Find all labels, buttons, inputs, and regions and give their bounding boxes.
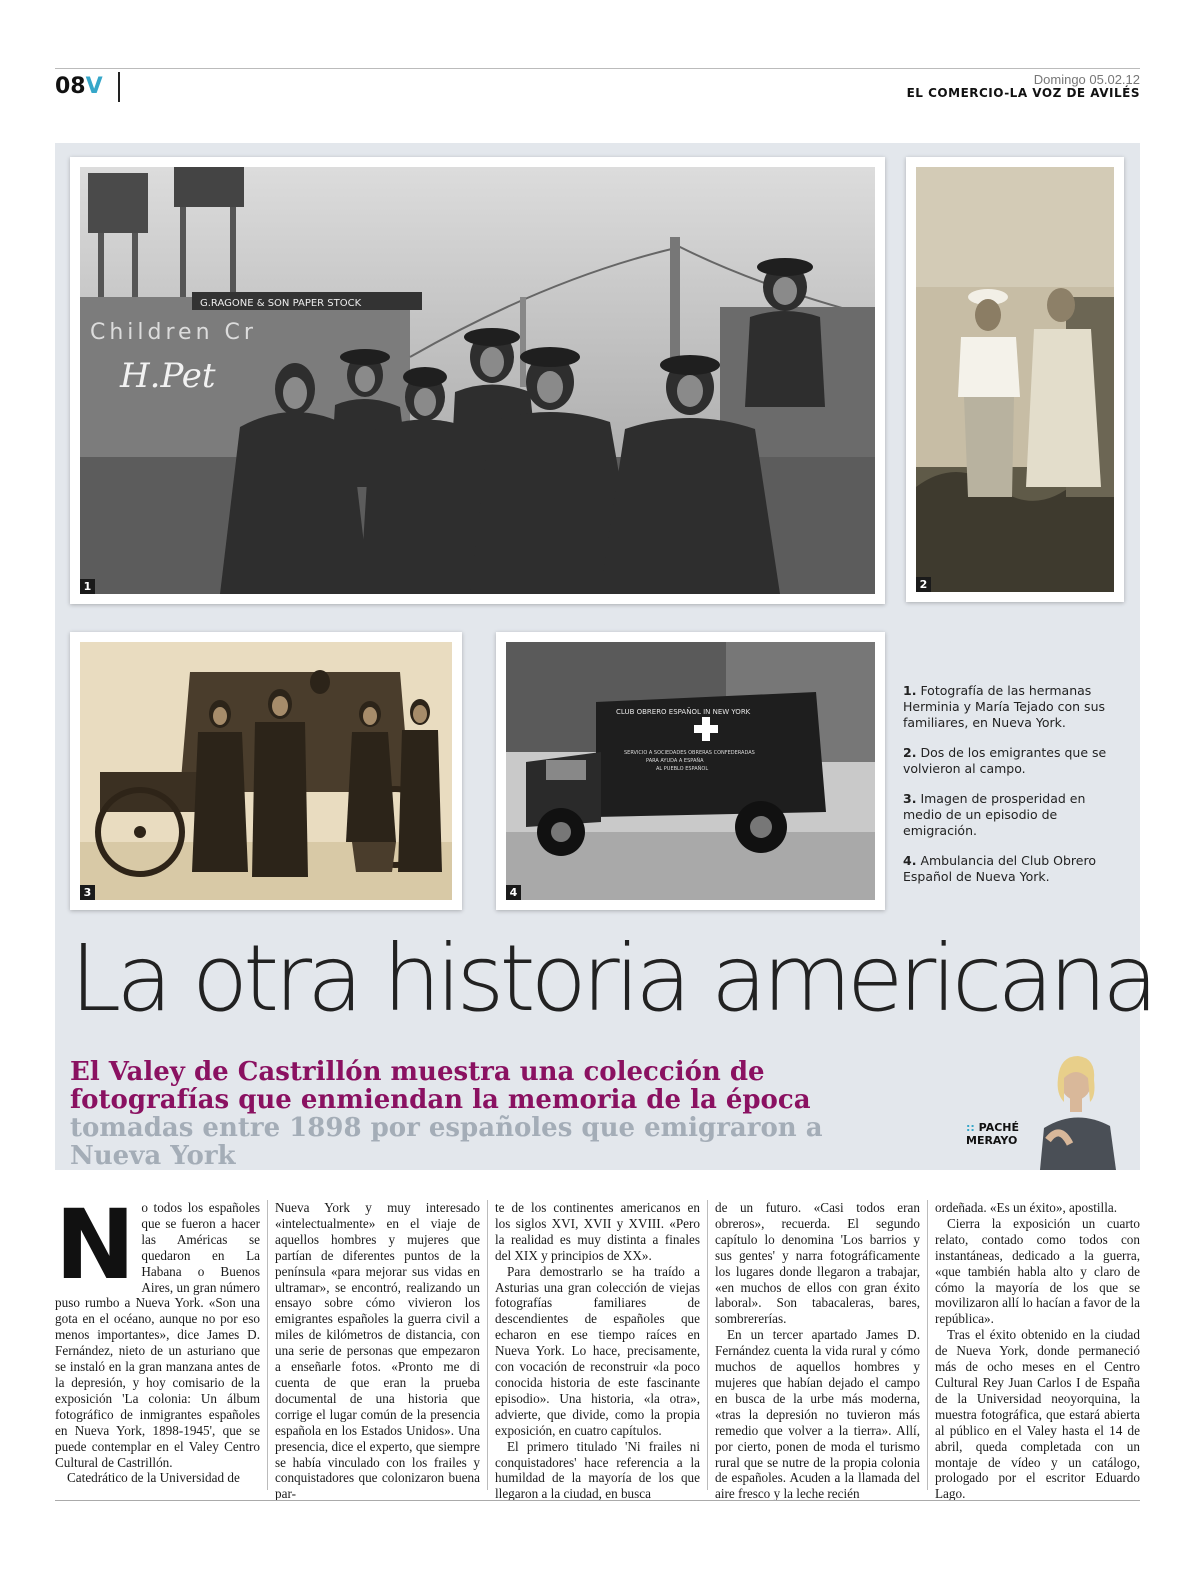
photo-4 [496, 632, 885, 910]
issue-date: Domingo 05.02.12 [1033, 72, 1140, 87]
paragraph: En un tercer apartado James D. Fernández cuenta la vida rural y cómo muchos de aquellos hombres y mujeres que habían dejado el campo en busca de la urbe más moderna, «tras la depresión no tuvieron más remedio que volver a la tierra». Allí, por cierto, ponen de moda el turismo rural que se nutre de la propia colonia de españoles. Acuden a la llamada del aire fresco y la leche recién [715, 1327, 920, 1502]
photo-1-sign-2: Children Cr [90, 320, 257, 345]
column-divider [487, 1200, 488, 1490]
photo-3 [70, 632, 462, 910]
photo-1 [70, 157, 885, 604]
caption-3: 3. Imagen de prosperidad en medio de un episodio de emigración. [903, 791, 1086, 838]
photo-2-image [916, 167, 1114, 592]
paragraph: Tras el éxito obtenido en la ciudad de Nueva York, donde permaneció más de ocho meses en el Centro Cultural Rey Juan Carlos I de España de la Universidad neoyorquina, la muestra fotográfica, que estará abierta al público en el Valey hasta el 14 de abril, queda completada con un montaje de vídeo y un catálogo, prologado por el escritor Eduardo Lago. [935, 1327, 1140, 1502]
caption-4: 4. Ambulancia del Club Obrero Español de Nueva York. [903, 853, 1096, 884]
article-column-1 [55, 1189, 260, 1486]
drop-cap: N [55, 1189, 136, 1301]
article-body [55, 1189, 1140, 1502]
column-divider [707, 1200, 708, 1490]
photo-3-number: 3 [80, 885, 95, 900]
photo-captions [903, 683, 1123, 899]
photo-2 [906, 157, 1124, 602]
page-number: 08V [55, 74, 103, 99]
column-divider [267, 1200, 268, 1490]
footer-rule [55, 1500, 1140, 1501]
caption-2: 2. Dos de los emigrantes que se volvieron al campo. [903, 745, 1107, 776]
photo-2-number: 2 [916, 577, 931, 592]
photo-4-van-line-4: AL PUEBLO ESPAÑOL [656, 766, 709, 772]
paragraph: Nueva York y muy interesado «intelectualmente» en el viaje de aquellos hombres y mujeres que partían de diferentes puntos de la península «para mejorar sus vidas en ultramar», se encontró, realizando un ensayo sobre cómo vivieron los emigrantes españoles la guerra civil a miles de kilómetros de distancia, con una serie de personas que empezaron a enseñarle fotos. «Pronto me di cuenta de que eran la prueba documental de una historia que corrige el lugar común de la presencia española en los Estados Unidos». Una presencia, dice el experto, que siempre se había vinculado con los frailes y conquistadores que colonizaron buena par- [275, 1200, 480, 1502]
headline: La otra historia americana [70, 925, 1154, 1032]
subheadline: El Valey de Castrillón muestra una colección de fotografías que enmiendan la memoria de la época tomadas entre 1898 por españoles que emigraron a Nueva York [70, 1057, 823, 1171]
photo-4-number: 4 [506, 885, 521, 900]
byline: :: PACHÉ MERAYO [966, 1121, 1020, 1147]
photo-1-number: 1 [80, 579, 95, 594]
paragraph: Cierra la exposición un cuarto relato, contado como todos con instantáneas, dedicado a la guerra, «que también habla alto y claro de cómo la mayoría de los que se movilizaron allí lo hacían a favor de la república». [935, 1215, 1140, 1327]
photo-4-van-line-3: PARA AYUDA A ESPAÑA [646, 758, 704, 764]
paragraph: de un futuro. «Casi todos eran obreros», recuerda. El segundo capítulo lo denomina 'Los barrios y sus gentes' y narra fotográficamente los lugares donde llegaron a trabajar, «en muchos de ellos con gran éxito laboral». Son tabacaleras, bares, sombrererías. [715, 1200, 920, 1327]
section-letter: V [85, 74, 103, 99]
column-divider [927, 1200, 928, 1490]
paragraph: Para demostrarlo se ha traído a Asturias una gran colección de viejas fotografías familiares de descendientes de españoles que echaron en ese tiempo raíces en Nueva York. Lo hace, precisamente, con vocación de reconstruir «la poco conocida historia de este fascinante episodio». Una historia, «la otra», advierte, que divide, como la propia exposición, en cuatro capítulos. [495, 1263, 700, 1438]
photo-1-sign-1: G.RAGONE & SON PAPER STOCK [200, 298, 362, 309]
paragraph: El primero titulado 'Ni frailes ni conquistadores' hace referencia a la humildad de la mayoría de los que llegaron a la ciudad, en busca [495, 1438, 700, 1502]
photo-1-sign-3: H.Pet [120, 356, 216, 396]
author-portrait [1030, 1048, 1122, 1170]
article-column-4 [715, 1200, 920, 1502]
article-column-5 [935, 1200, 1140, 1502]
paragraph: No todos los españoles que se fueron a hacer las Américas se quedaron en La Habana o Buenos Aires, un gran número puso rumbo a Nueva York. «Son una gota en el océano, aunque no por eso menos importantes», dice James D. Fernández, nieto de un asturiano que se instaló en la gran manzana antes de la depresión, y hoy comisario de la exposición 'La colonia: Un álbum fotográfico de inmigrantes españoles en Nueva York, 1898-1945', que se puede contemplar en el Valey Centro Cultural de Castrillón. [55, 1189, 260, 1470]
photo-4-image [506, 642, 875, 900]
photo-4-van-line-1: CLUB OBRERO ESPAÑOL IN NEW YORK [616, 708, 751, 716]
article-column-2 [275, 1200, 480, 1502]
article-column-3 [495, 1200, 700, 1502]
newspaper-name: EL COMERCIO-LA VOZ DE AVILÉS [906, 86, 1140, 100]
page-number-divider [118, 72, 120, 102]
header-rule [55, 68, 1140, 69]
paragraph: te de los continentes americanos en los siglos XVI, XVII y XVIII. «Pero la realidad es muy distinta a finales del XIX y principios de XX». [495, 1200, 700, 1263]
paragraph: Catedrático de la Universidad de [67, 1470, 240, 1486]
photo-1-image [80, 167, 875, 594]
photo-4-van-line-2: SERVICIO A SOCIEDADES OBRERAS CONFEDERADAS [624, 750, 755, 756]
photo-3-image [80, 642, 452, 900]
caption-1: 1. Fotografía de las hermanas Herminia y María Tejado con sus familiares, en Nueva York. [903, 683, 1106, 730]
paragraph: ordeñada. «Es un éxito», apostilla. [935, 1200, 1118, 1215]
